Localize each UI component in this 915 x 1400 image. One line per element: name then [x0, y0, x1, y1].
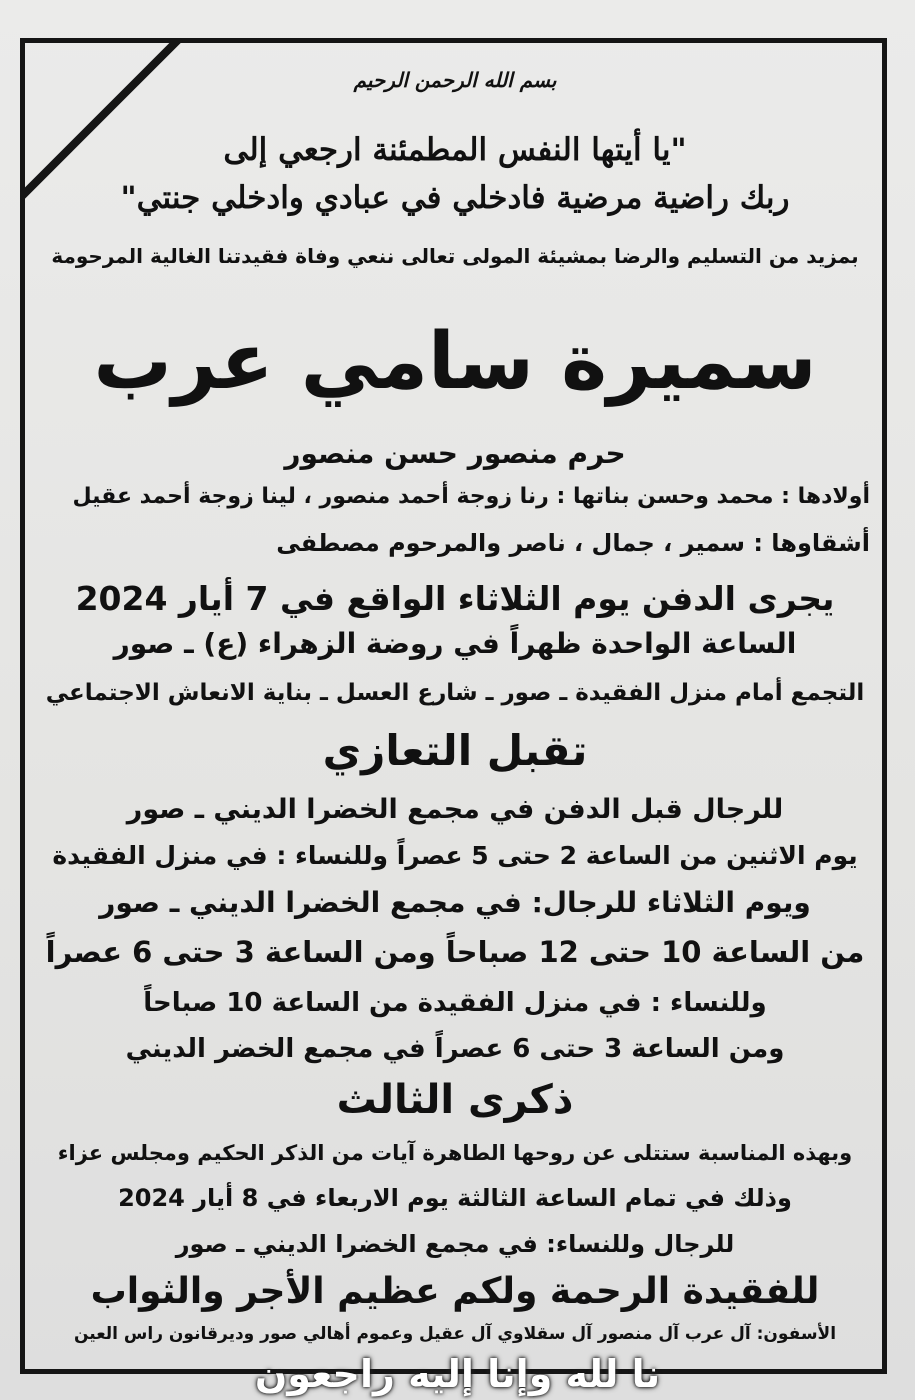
siblings-line: أشقاوها : سمير ، جمال ، ناصر والمرحوم مصطفى	[276, 529, 870, 557]
condolence-line: يوم الاثنين من الساعة 2 حتى 5 عصراً وللنساء : في منزل الفقيدة	[52, 841, 858, 870]
burial-place-line: الساعة الواحدة ظهراً في روضة الزهراء (ع) ـ صور	[113, 627, 797, 660]
spouse-line: حرم منصور حسن منصور	[284, 437, 626, 470]
condolence-line: للرجال قبل الدفن في مجمع الخضرا الديني ـ صور	[126, 794, 784, 825]
quran-verse-line1: "يا أيتها النفس المطمئنة ارجعي إلى	[223, 132, 687, 168]
memorial-line: وذلك في تمام الساعة الثالثة يوم الاربعاء في 8 أيار 2024	[118, 1184, 792, 1212]
mourners-line: الأسفون: آل عرب آل منصور آل سقلاوي آل عقيل وعموم أهالي صور وديرقانون راس العين	[73, 1324, 837, 1344]
condolence-line: وللنساء : في منزل الفقيدة من الساعة 10 صباحاً	[143, 988, 767, 1018]
memorial-title: ذكرى الثالث	[336, 1077, 574, 1123]
condolence-line: ويوم الثلاثاء للرجال: في مجمع الخضرا الديني ـ صور	[99, 886, 811, 919]
black-mourning-border	[20, 38, 887, 1374]
deceased-name: سميرة سامي عرب	[93, 317, 817, 407]
quran-verse-line2: ربك راضية مرضية فادخلي في عبادي وادخلي جنتي"	[120, 180, 790, 216]
memorial-line: وبهذه المناسبة ستتلى عن روحها الطاهرة آيات من الذكر الحكيم ومجلس عزاء	[57, 1141, 853, 1165]
basmala: بسم الله الرحمن الرحيم	[353, 68, 557, 92]
burial-date-line: يجرى الدفن يوم الثلاثاء الواقع في 7 أيار 2024	[75, 579, 835, 618]
condolence-line: من الساعة 10 حتى 12 صباحاً ومن الساعة 3 حتى 6 عصراً	[45, 935, 865, 969]
closing-line: للفقيدة الرحمة ولكم عظيم الأجر والثواب	[90, 1271, 820, 1312]
condolence-title: تقبل التعازي	[322, 726, 588, 775]
intro-text: بمزيد من التسليم والرضا بمشيئة المولى تعالى ننعي وفاة فقيدتنا الغالية المرحومة	[51, 244, 859, 268]
children-line: أولادها : محمد وحسن بناتها : رنا زوجة أحمد منصور ، لينا زوجة أحمد عقيل	[72, 484, 870, 509]
overlay-caption: نا لله وإنا إليه راجعون	[254, 1352, 661, 1396]
memorial-line: للرجال وللنساء: في مجمع الخضرا الديني ـ صور	[175, 1230, 735, 1258]
condolence-line: ومن الساعة 3 حتى 6 عصراً في مجمع الخضر الديني	[125, 1034, 785, 1064]
gathering-line: التجمع أمام منزل الفقيدة ـ صور ـ شارع العسل ـ بناية الانعاش الاجتماعي	[45, 680, 865, 706]
